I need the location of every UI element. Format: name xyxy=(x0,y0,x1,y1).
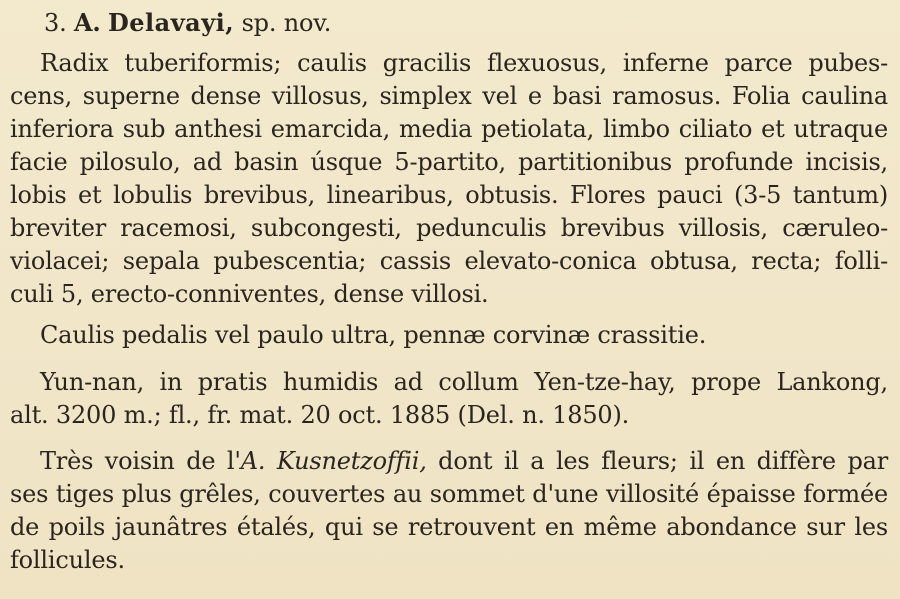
genus-abbreviation: A. xyxy=(73,8,101,37)
description-line: culi 5, erecto-conniventes, dense villosi. xyxy=(10,280,489,308)
species-status: sp. nov. xyxy=(241,9,332,37)
remark-line: de poils jaunâtres étalés, qui se retrouvent en même abondance sur les xyxy=(10,513,888,541)
description-line: violacei; sepala pubescentia; cassis elevato-conica obtusa, recta; folli- xyxy=(10,247,888,275)
description-line: lobis et lobulis brevibus, linearibus, obtusis. Flores pauci (3-5 tantum) xyxy=(10,181,888,209)
description-line: inferiora sub anthesi emarcida, media petiolata, limbo ciliato et utraque xyxy=(10,115,888,143)
description-line: breviter racemosi, subcongesti, pedunculis brevibus villosis, cæruleo- xyxy=(10,214,888,242)
description-line: cens, superne dense villosus, simplex vel e basi ramosus. Folia caulina xyxy=(10,82,888,110)
species-number: 3. xyxy=(44,9,67,37)
size-note: Caulis pedalis vel paulo ultra, pennæ corvinæ crassitie. xyxy=(40,321,707,349)
description-line: facie pilosulo, ad basin úsque 5-partito, partitionibus profunde incisis, xyxy=(10,148,888,176)
remark-text: dont il a les fleurs; il en diffère par xyxy=(426,447,888,475)
remark-species-reference: A. Kusnetzoffii, xyxy=(240,447,427,475)
species-name: Delavayi, xyxy=(107,8,235,37)
remark-text: Très voisin de l' xyxy=(40,447,241,475)
species-heading xyxy=(44,8,331,38)
description-line: Radix tuberiformis; caulis gracilis flexuosus, inferne parce pubes- xyxy=(40,49,888,77)
locality-line: Yun-nan, in pratis humidis ad collum Yen-tze-hay, prope Lankong, xyxy=(40,368,888,396)
remark-first-line xyxy=(40,446,888,476)
locality-line: alt. 3200 m.; fl., fr. mat. 20 oct. 1885 (Del. n. 1850). xyxy=(10,401,630,429)
remark-line: follicules. xyxy=(10,546,125,574)
remark-line: ses tiges plus grêles, couvertes au sommet d'une villosité épaisse formée xyxy=(10,480,888,508)
